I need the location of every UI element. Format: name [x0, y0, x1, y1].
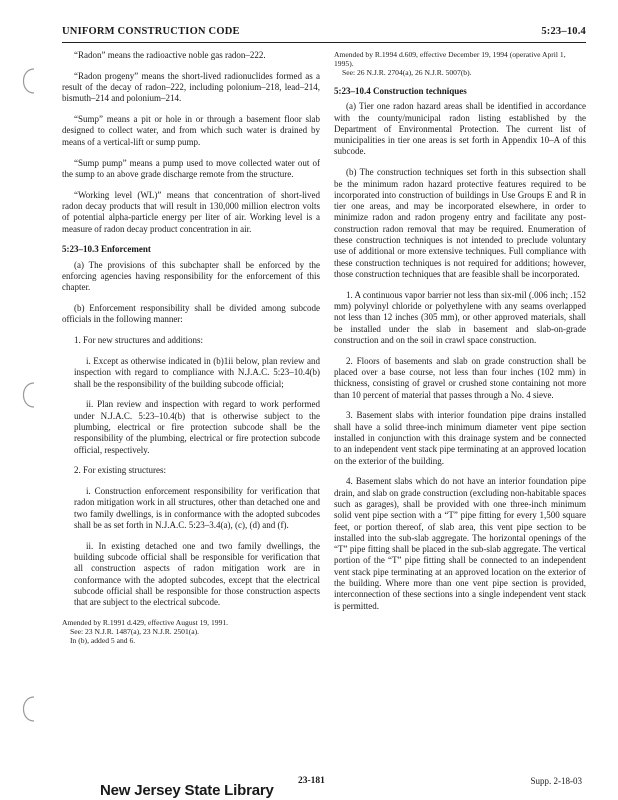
paragraph-b2i: i. Construction enforcement responsibility for verification that radon mitigation work in all structures, other than detached one and two family dwellings, is in conformance with the adopted subcodes shall be as set forth in N.J.A.C. 5:23–3.4(a), (c), (d) and (f).	[74, 486, 320, 530]
definition-sump: “Sump” means a pit or hole in or through a basement floor slab designed to collect water, and from which such water is drained by means of a vertical-lift or sump pump.	[62, 114, 320, 147]
left-column	[62, 50, 320, 654]
definition-working-level: “Working level (WL)” means that concentration of short-lived radon decay products that will result in 130,000 million electron volts of potential alpha-particle energy per liter of air. Working level is a measure of radon decay product concentration in air.	[62, 189, 320, 234]
definition-radon: “Radon” means the radioactive noble gas radon–222.	[74, 50, 266, 60]
paragraph-b1: 1. For new structures and additions:	[74, 335, 203, 346]
paragraph-b3: 3. Basement slabs with interior foundation pipe drains installed shall have a solid three-inch minimum diameter vent pipe section installed in conjunction with this drainage system and be connected to an independent vent stack pipe terminating at an approved location on the exterior of the building.	[334, 410, 586, 466]
paragraph-b2ii: ii. In existing detached one and two family dwellings, the building subcode official shall be responsible for verification that all construction aspects of radon mitigation work are in conformance with the adopted subcodes, except that the electrical subcode official shall be responsible for those construction aspects that are subject to the electrical subcode.	[74, 540, 320, 608]
paragraph-b1ii: ii. Plan review and inspection with regard to work performed under N.J.A.C. 5:23–10.4(b) that is otherwise subject to the plumbing, electrical or fire protection subcode shall be the responsibility of the plumbing, electrical or fire protection subcode official, respectively.	[74, 399, 320, 455]
header-title: UNIFORM CONSTRUCTION CODE	[62, 26, 240, 37]
paragraph-b1: 1. A continuous vapor barrier not less than six-mil (.006 inch; .152 mm) polyvinyl chloride or polyethylene with any seams overlapped not less than 12 inches (305 mm), or other approved materials, shall be installed under the slab in basement and slab-on-grade construction and on the soil in crawl space construction.	[334, 289, 586, 345]
history-line: See: 23 N.J.R. 1487(a), 23 N.J.R. 2501(a).	[70, 627, 200, 637]
paragraph-b: (b) The construction techniques set forth in this subsection shall be the minimum radon hazard protective features required to be incorporated into construction of buildings in Use Groups E and R in tier one areas, and may be incorporated elsewhere, in order to minimize radon and radon progeny entry and facilitate any post-construction radon removal that may be required. Enumeration of these construction techniques is not intended to preclude voluntary use of additional or more extensive techniques. Full compliance with these construction techniques is not required for additions; however, those construction techniques that are feasible shall be incorporated.	[334, 167, 586, 279]
section-heading-enforcement: 5:23–10.3 Enforcement	[62, 244, 151, 255]
paragraph-b4: 4. Basement slabs which do not have an interior foundation pipe drain, and slab on grade construction (excluding non-habitable spaces such as garages), shall be provided with one three-inch minimum solid vent pipe section with a “T” pipe fitting for every 1,500 square feet, or portion thereof, of slab area, this vent pipe section to be installed into the sub-slab aggregate. The horizontal openings of the “T” pipe fitting shall be placed in the sub-slab aggregate. The vertical portion of the “T” pipe fitting shall be connected to an independent vent stack pipe terminating at an approved location on the exterior of the building. Where more than one vent pipe section is provided, interconnection of these sections into a single independent vent stack is permitted.	[334, 476, 586, 611]
running-header	[62, 26, 586, 43]
header-section: 5:23–10.4	[541, 26, 586, 37]
binder-ring-icon	[16, 66, 38, 96]
right-column	[334, 50, 586, 621]
binder-ring-icon	[16, 694, 38, 724]
history-line: Amended by R.1994 d.609, effective December 19, 1994 (operative April 1, 1995).	[334, 50, 566, 68]
paragraph-b2: 2. Floors of basements and slab on grade construction shall be placed over a base course, not less than four inches (102 mm) in thickness, consisting of gravel or crushed stone containing not more than 10 percent of material that passes through a No. 4 sieve.	[334, 355, 586, 400]
history-line: In (b), added 5 and 6.	[70, 636, 136, 646]
library-stamp: New Jersey State Library	[100, 782, 274, 799]
section-heading-construction-techniques: 5:23–10.4 Construction techniques	[334, 86, 467, 96]
definition-sump-pump: “Sump pump” means a pump used to move collected water out of the sump to an above grade discharge remote from the structure.	[62, 157, 320, 179]
history-line: See: 26 N.J.R. 2704(a), 26 N.J.R. 5007(b).	[342, 68, 472, 77]
page-footer	[0, 776, 618, 798]
history-line: Amended by R.1991 d.429, effective August 19, 1991.	[62, 618, 229, 628]
paragraph-a: (a) The provisions of this subchapter shall be enforced by the enforcing agencies having responsibility for the enforcement of this chapter.	[62, 259, 320, 293]
page-number: 23-181	[298, 776, 325, 786]
paragraph-a: (a) Tier one radon hazard areas shall be identified in accordance with the county/municipal radon listing established by the Department of Environmental Protection. The current list of municipalities in tier one areas is set forth in Appendix 10–A of this subcode.	[334, 101, 586, 157]
paragraph-b: (b) Enforcement responsibility shall be divided among subcode officials in the following manner:	[62, 303, 320, 325]
binder-ring-icon	[16, 380, 38, 410]
paragraph-b1i: i. Except as otherwise indicated in (b)1ii below, plan review and inspection with regard to compliance with N.J.A.C. 5:23–10.4(b) shall be the responsibility of the building subcode official;	[74, 355, 320, 389]
paragraph-b2: 2. For existing structures:	[74, 465, 166, 476]
supplement-date: Supp. 2-18-03	[530, 776, 582, 786]
history-note	[62, 618, 320, 645]
definition-radon-progeny: “Radon progeny” means the short-lived radionuclides formed as a result of the decay of radon–222, including polonium–218, lead–214, bismuth–214 and polonium–214.	[62, 70, 320, 104]
history-note	[334, 50, 586, 77]
